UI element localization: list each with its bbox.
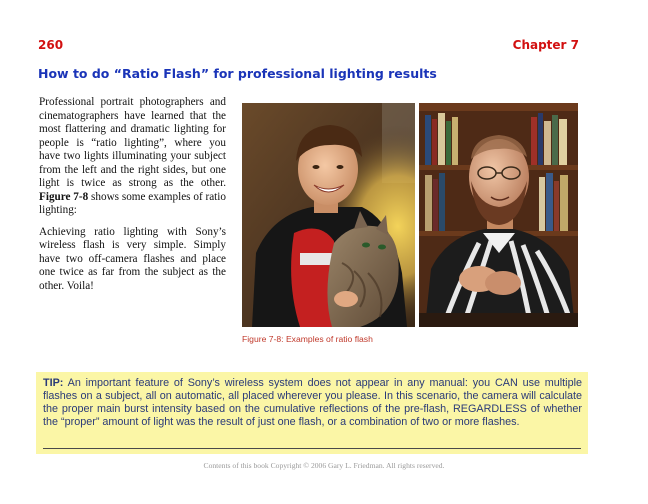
chapter-label: Chapter 7 xyxy=(512,38,579,52)
tip-label: TIP: xyxy=(43,377,64,389)
tip-divider xyxy=(43,448,581,449)
copyright-footer: Contents of this book Copyright © 2006 Gary L. Friedman. All rights reserved. xyxy=(203,461,445,470)
man-portrait-photo xyxy=(419,103,578,327)
page-number: 260 xyxy=(38,38,64,52)
tip-body: An important feature of Sony’s wireless system does not appear in any manual: you CAN use multiple flashes on a subject, all on automatic, all placed wherever you please. In this scenario, the camera will calculate the proper main burst intensity based on the cumulative reflections of the pre-flash, REGARDLESS of whether the “proper” amount of light was the result of just one flash, or a combination of two or more flashes. xyxy=(43,377,582,428)
boy-with-cat-photo xyxy=(242,103,415,327)
paragraph-1-text-end: shows some examples of ratio lighting: xyxy=(39,190,226,216)
figure-reference: Figure 7-8 xyxy=(39,190,89,203)
body-paragraph-2: Achieving ratio lighting with Sony’s wireless flash is very simple. Simply have two off-camera flashes and place one twice as far from the subject as the other. Voila! xyxy=(39,225,226,292)
section-title: How to do “Ratio Flash” for professional lighting results xyxy=(38,66,437,81)
figure-caption: Figure 7-8: Examples of ratio flash xyxy=(242,334,373,344)
body-text-column xyxy=(39,96,226,301)
body-paragraph-1 xyxy=(39,96,226,218)
paragraph-1-text: Professional portrait photographers and cinematographers have learned that the most flattering and dramatic lighting for people is “ratio lighting”, where you have two lights illuminating your subject from the left and the right sides, but one light is twice as strong as the other. xyxy=(39,96,226,189)
figure-photos xyxy=(242,103,578,327)
page-header xyxy=(38,38,579,56)
tip-text xyxy=(43,377,582,429)
tip-box xyxy=(36,372,588,454)
